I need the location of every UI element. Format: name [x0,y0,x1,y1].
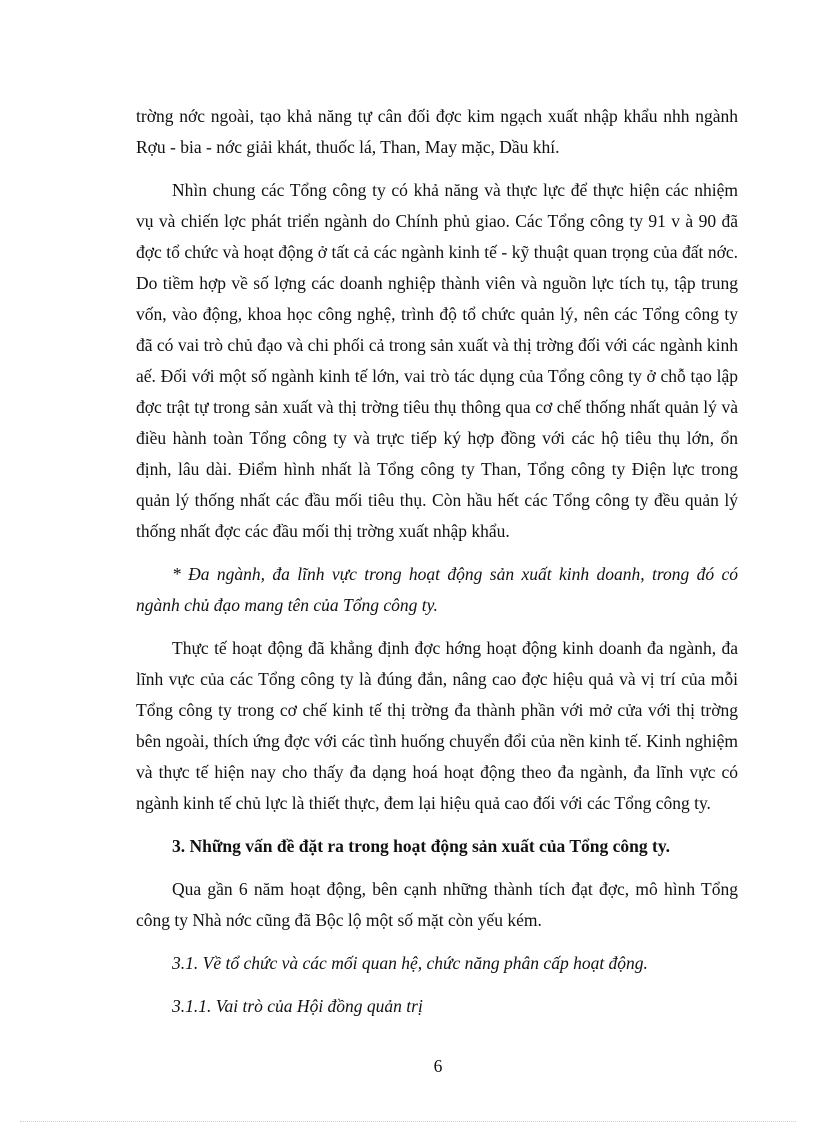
paragraph-multisector-point: * Đa ngành, đa lĩnh vực trong hoạt động sản xuất kinh doanh, trong đó có ngành chủ đạo mang tên của Tổng công ty. [136,564,738,615]
paragraph-six-years: Qua gần 6 năm hoạt động, bên cạnh những thành tích đạt đợc, mô hình Tổng công ty Nhà nớc cũng đã Bộc lộ một số mặt còn yếu kém. [136,879,738,930]
paragraph-overview: Nhìn chung các Tổng công ty có khả năng và thực lực để thực hiện các nhiệm vụ và chiến lợc phát triển ngành do Chính phủ giao. Các Tổng công ty 91 v à 90 đã đợc tổ chức và hoạt động ở tất cả các ngành kinh tế - kỹ thuật quan trọng của đất nớc. Do tiềm hợp về số lợng các doanh nghiệp thành viên và nguồn lực tích tụ, tập trung vốn, vào động, khoa học công nghệ, trình độ tổ chức quản lý, nên các Tổng công ty đã có vai trò chủ đạo và chi phối cả trong sản xuất và thị trờng đối với các ngành kinh aế. Đối với một số ngành kinh tế lớn, vai trò tác dụng của Tổng công ty ở chỗ tạo lập đợc trật tự trong sản xuất và thị trờng tiêu thụ thông qua cơ chế thống nhất quản lý và điều hành toàn Tổng công ty và trực tiếp ký hợp đồng với các hộ tiêu thụ lớn, ổn định, lâu dài. Điểm hình nhất là Tổng công ty Than, Tổng công ty Điện lực trong quản lý thống nhất các đầu mối tiêu thụ. Còn hầu hết các Tổng công ty đều quản lý thống nhất đợc các đầu mối thị trờng xuất nhập khẩu. [136,180,738,541]
paragraph-practice: Thực tế hoạt động đã khẳng định đợc hớng hoạt động kinh doanh đa ngành, đa lĩnh vực của các Tổng công ty là đúng đắn, nâng cao đợc hiệu quả và vị trí của mỗi Tổng công ty trong cơ chế kinh tế thị trờng đa thành phần với mở cửa với thị trờng bên ngoài, thích ứng đợc với các tình huống chuyển đổi của nền kinh tế. Kinh nghiệm và thực tế hiện nay cho thấy đa dạng hoá hoạt động theo đa ngành, đa lĩnh vực có ngành kinh tế chủ lực là thiết thực, đem lại hiệu quả cao đối với các Tổng công ty. [136,638,738,813]
page-number: 6 [433,1056,443,1076]
subsection-heading-3-1: 3.1. Về tổ chức và các mối quan hệ, chức năng phân cấp hoạt động. [172,953,648,973]
subsection-heading-3-1-1: 3.1.1. Vai trò của Hội đồng quản trị [172,996,423,1016]
page-bottom-divider [20,1121,796,1122]
paragraph-continuation: trờng nớc ngoài, tạo khả năng tự cân đối đợc kim ngạch xuất nhập khẩu nhh ngành Rợu - bia - nớc giải khát, thuốc lá, Than, May mặc, Dầu khí. [136,106,738,157]
document-body [136,101,738,1034]
section-heading-issues: 3. Những vấn đề đặt ra trong hoạt động sản xuất của Tổng công ty. [172,836,671,856]
